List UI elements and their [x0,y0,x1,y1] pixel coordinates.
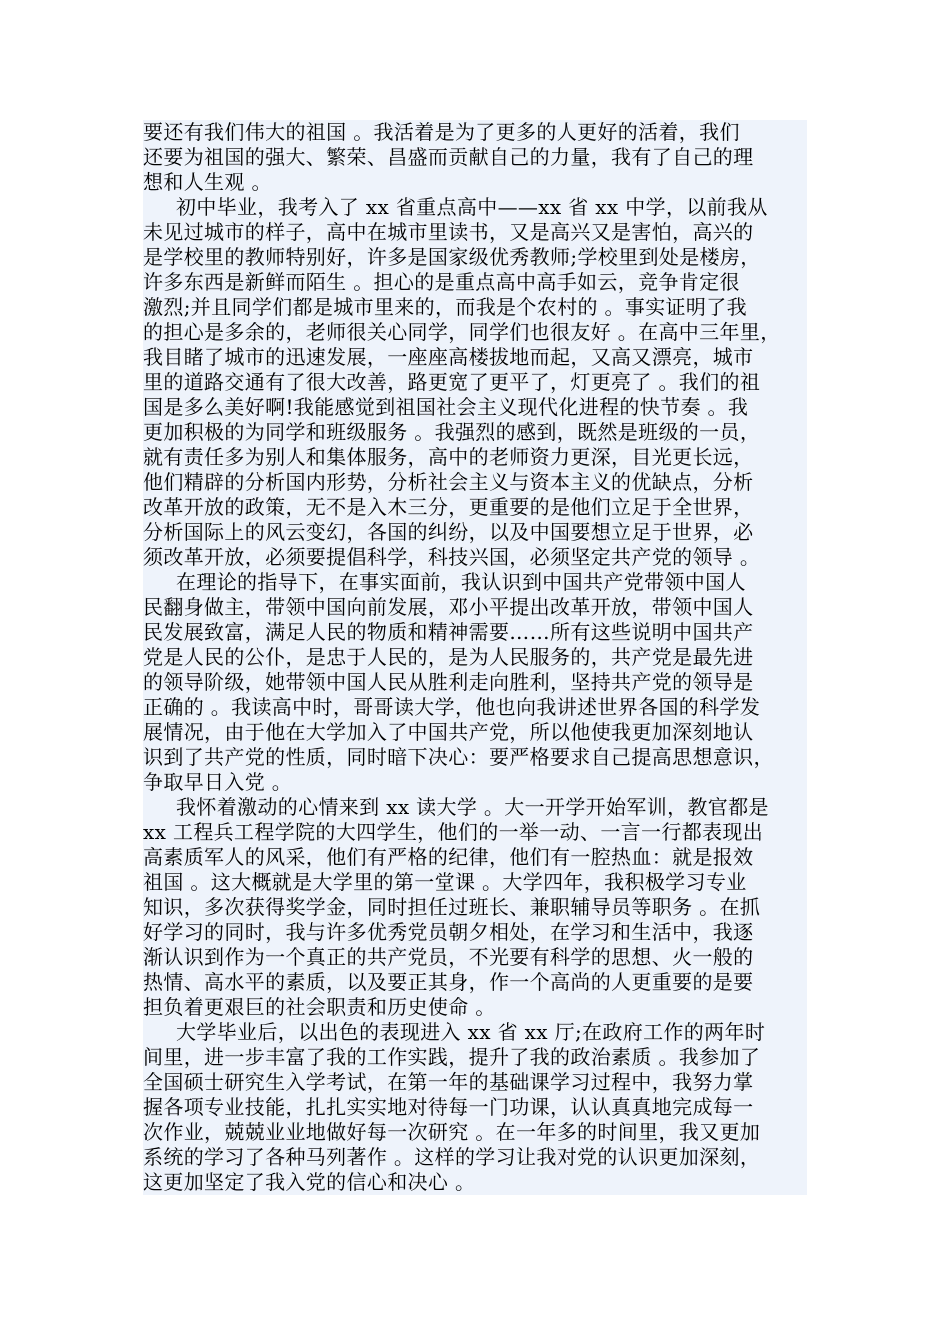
text-line: 想和人生观 。 [143,170,807,195]
text-line: 在理论的指导下，在事实面前，我认识到中国共产党带领中国人 [143,570,807,595]
text-line: 民翻身做主，带领中国向前发展，邓小平提出改革开放，带领中国人 [143,595,807,620]
paragraph [143,195,807,570]
text-line: 全国硕士研究生入学考试，在第一年的基础课学习过程中，我努力掌 [143,1070,807,1095]
text-line: 我怀着激动的心情来到 xx 读大学 。大一开学开始军训，教官都是 [143,795,807,820]
text-line: 热情、高水平的素质，以及要正其身，作一个高尚的人更重要的是要 [143,970,807,995]
paragraph [143,120,807,195]
text-line: 的领导阶级，她带领中国人民从胜利走向胜利，坚持共产党的领导是 [143,670,807,695]
text-line: 担负着更艰巨的社会职责和历史使命 。 [143,995,807,1020]
text-line: 更加积极的为同学和班级服务 。我强烈的感到，既然是班级的一员， [143,420,807,445]
document-body [143,120,807,1195]
text-line: 争取早日入党 。 [143,770,807,795]
text-line: 分析国际上的风云变幻，各国的纠纷，以及中国要想立足于世界，必 [143,520,807,545]
text-line: 高素质军人的风采，他们有严格的纪律，他们有一腔热血：就是报效 [143,845,807,870]
text-line: 知识，多次获得奖学金，同时担任过班长、兼职辅导员等职务 。在抓 [143,895,807,920]
text-line: 激烈;并且同学们都是城市里来的，而我是个农村的 。事实证明了我 [143,295,807,320]
text-line: 要还有我们伟大的祖国 。我活着是为了更多的人更好的活着，我们 [143,120,807,145]
text-line: 还要为祖国的强大、繁荣、昌盛而贡献自己的力量，我有了自己的理 [143,145,807,170]
text-line: 我目睹了城市的迅速发展，一座座高楼拔地而起，又高又漂亮，城市 [143,345,807,370]
text-line: 间里，进一步丰富了我的工作实践，提升了我的政治素质 。我参加了 [143,1045,807,1070]
text-line: 祖国 。这大概就是大学里的第一堂课 。大学四年，我积极学习专业 [143,870,807,895]
paragraph [143,795,807,1020]
text-line: 须改革开放，必须要提倡科学，科技兴国，必须坚定共产党的领导 。 [143,545,807,570]
text-line: 渐认识到作为一个真正的共产党员，不光要有科学的思想、火一般的 [143,945,807,970]
text-line: 次作业，兢兢业业地做好每一次研究 。在一年多的时间里，我又更加 [143,1120,807,1145]
text-line: 未见过城市的样子，高中在城市里读书，又是高兴又是害怕，高兴的 [143,220,807,245]
text-line: 改革开放的政策，无不是入木三分，更重要的是他们立足于全世界， [143,495,807,520]
text-line: 大学毕业后，以出色的表现进入 xx 省 xx 厅;在政府工作的两年时 [143,1020,807,1045]
text-line: 里的道路交通有了很大改善，路更宽了更平了，灯更亮了 。我们的祖 [143,370,807,395]
text-line: 握各项专业技能，扎扎实实地对待每一门功课，认认真真地完成每一 [143,1095,807,1120]
text-line: 正确的 。我读高中时，哥哥读大学，他也向我讲述世界各国的科学发 [143,695,807,720]
text-line: 他们精辟的分析国内形势，分析社会主义与资本主义的优缺点，分析 [143,470,807,495]
text-line: 识到了共产党的性质，同时暗下决心：要严格要求自己提高思想意识， [143,745,807,770]
text-line: 这更加坚定了我入党的信心和决心 。 [143,1170,807,1195]
text-line: 系统的学习了各种马列著作 。这样的学习让我对党的认识更加深刻， [143,1145,807,1170]
text-line: 初中毕业，我考入了 xx 省重点高中——xx 省 xx 中学，以前我从 [143,195,807,220]
text-line: 民发展致富，满足人民的物质和精神需要……所有这些说明中国共产 [143,620,807,645]
text-line: 就有责任多为别人和集体服务，高中的老师资力更深，目光更长远， [143,445,807,470]
text-line: 党是人民的公仆，是忠于人民的，是为人民服务的，共产党是最先进 [143,645,807,670]
text-line: 国是多么美好啊!我能感觉到祖国社会主义现代化进程的快节奏 。我 [143,395,807,420]
text-line: xx 工程兵工程学院的大四学生，他们的一举一动、一言一行都表现出 [143,820,807,845]
text-line: 展情况，由于他在大学加入了中国共产党，所以他使我更加深刻地认 [143,720,807,745]
text-line: 好学习的同时，我与许多优秀党员朝夕相处，在学习和生活中，我逐 [143,920,807,945]
paragraph [143,570,807,795]
paragraph [143,1020,807,1195]
text-line: 的担心是多余的，老师很关心同学，同学们也很友好 。在高中三年里， [143,320,807,345]
text-line: 许多东西是新鲜而陌生 。担心的是重点高中高手如云，竞争肯定很 [143,270,807,295]
text-line: 是学校里的教师特别好，许多是国家级优秀教师;学校里到处是楼房， [143,245,807,270]
